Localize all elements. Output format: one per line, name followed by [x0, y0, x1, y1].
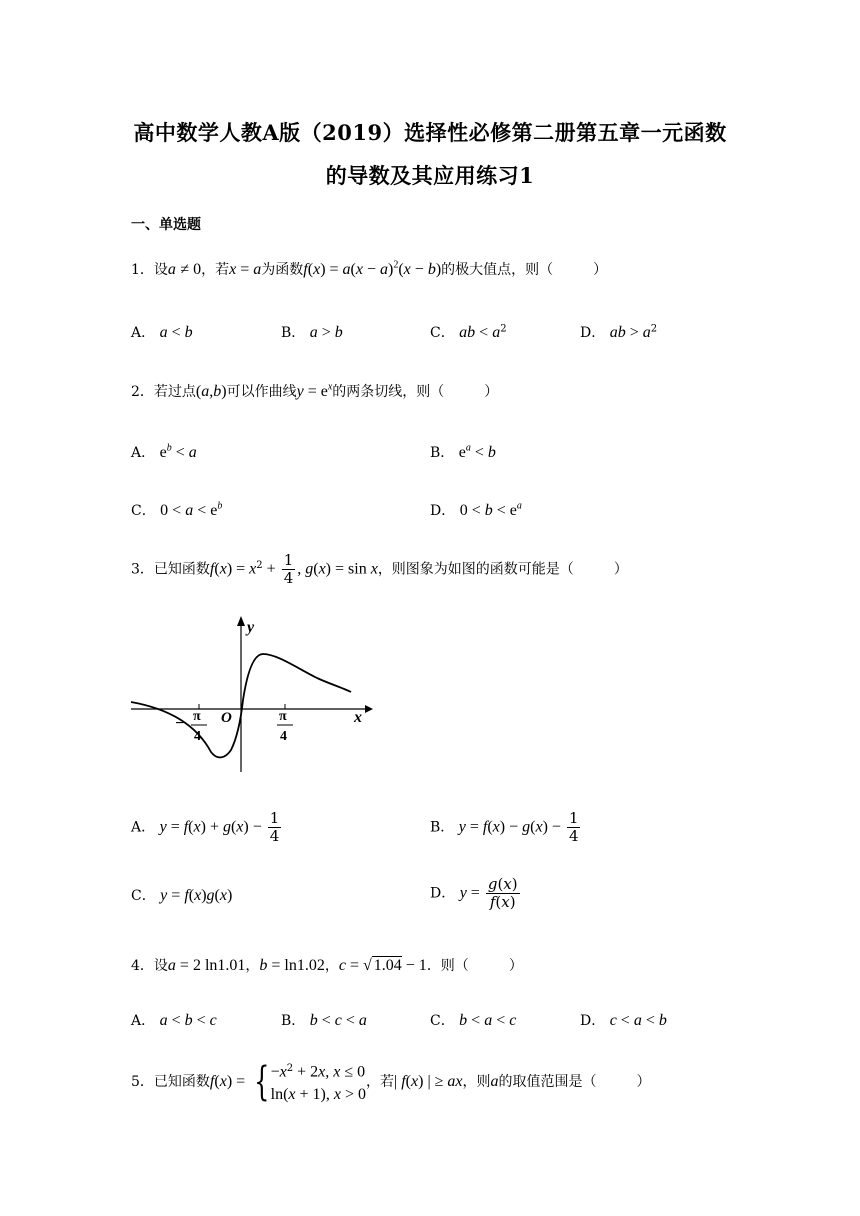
x-axis-label: x [354, 709, 362, 726]
neg-tick-num: π [193, 709, 201, 724]
question-number: 1． [131, 262, 154, 278]
option-c: C． $0 < a < e^b$ [131, 500, 223, 519]
option-d: D． y = $\frac{g(x)}{f(x)}$ [430, 875, 518, 911]
option-d: D． $0 < b < e^a$ [430, 500, 522, 519]
question-4: 4．设a = 2 ln1.01，b = ln1.02，c = √ 1.04 − 1．则（ ） [131, 957, 523, 974]
option-b: B． $e^a < b$ [430, 442, 496, 461]
question-number: 4． [131, 958, 154, 974]
option-a: A． a < b < c [131, 1012, 217, 1029]
question-number: 2． [131, 384, 154, 400]
question-number: 5． [131, 1073, 154, 1090]
option-a: A． y = f(x) + g(x) − $\frac{1}{4}$ [131, 809, 280, 845]
option-c: C． y = f(x)g(x) [131, 887, 233, 904]
option-b: B． y = f(x) − g(x) − $\frac{1}{4}$ [430, 809, 579, 845]
origin-label: O [221, 710, 232, 726]
option-d: D． ab > $a^2$ [580, 323, 658, 341]
question-number: 3． [131, 561, 154, 578]
function-graph [125, 612, 375, 777]
option-b: B． a > b [281, 324, 343, 341]
x-axis-arrow [365, 705, 373, 713]
y-axis-arrow [237, 616, 245, 626]
math: a [167, 261, 176, 278]
pos-tick-num: π [279, 709, 287, 724]
option-c: C． ab < $a^2$ [430, 323, 507, 341]
option-a: A． a < b [131, 324, 193, 341]
neg-tick-den: 4 [194, 729, 201, 744]
neg-sign: − [175, 715, 185, 732]
question-5: 5．已知函数f(x) = { $-x^2 + 2x$, x ≤ 0 ln(x + 1), x > 0 ，若| f(x) | ≥ ax，则a的取值范围是（ ） [131, 1058, 651, 1105]
page-title-line-2: 的导数及其应用练习1 [325, 163, 535, 188]
y-axis-label: y [247, 619, 255, 636]
question-2: 2．若过点(a,b)可以作曲线$y = e^x$的两条切线，则（ ） [131, 381, 499, 400]
option-c: C． b < a < c [430, 1012, 517, 1029]
page-title-line-1: 高中数学人教A版（2019）选择性必修第二册第五章一元函数 [133, 120, 727, 145]
option-b: B． b < c < a [281, 1012, 367, 1029]
section-heading: 一、单选题 [131, 217, 201, 233]
option-d: D． c < a < b [580, 1012, 667, 1029]
question-3: 3．已知函数$f(x) = x^2$ + $\frac{1}{4}$ , g(x) = sin x，则图象为如图的函数可能是（ ） [131, 551, 628, 587]
question-1: 1．设a ≠ 0，若x = a为函数$f(x) = a(x - a)^2(x - b)$的极大值点，则（ ） [131, 259, 608, 278]
pos-tick-den: 4 [280, 729, 287, 744]
option-a: A． $e^b < a$ [131, 442, 197, 461]
